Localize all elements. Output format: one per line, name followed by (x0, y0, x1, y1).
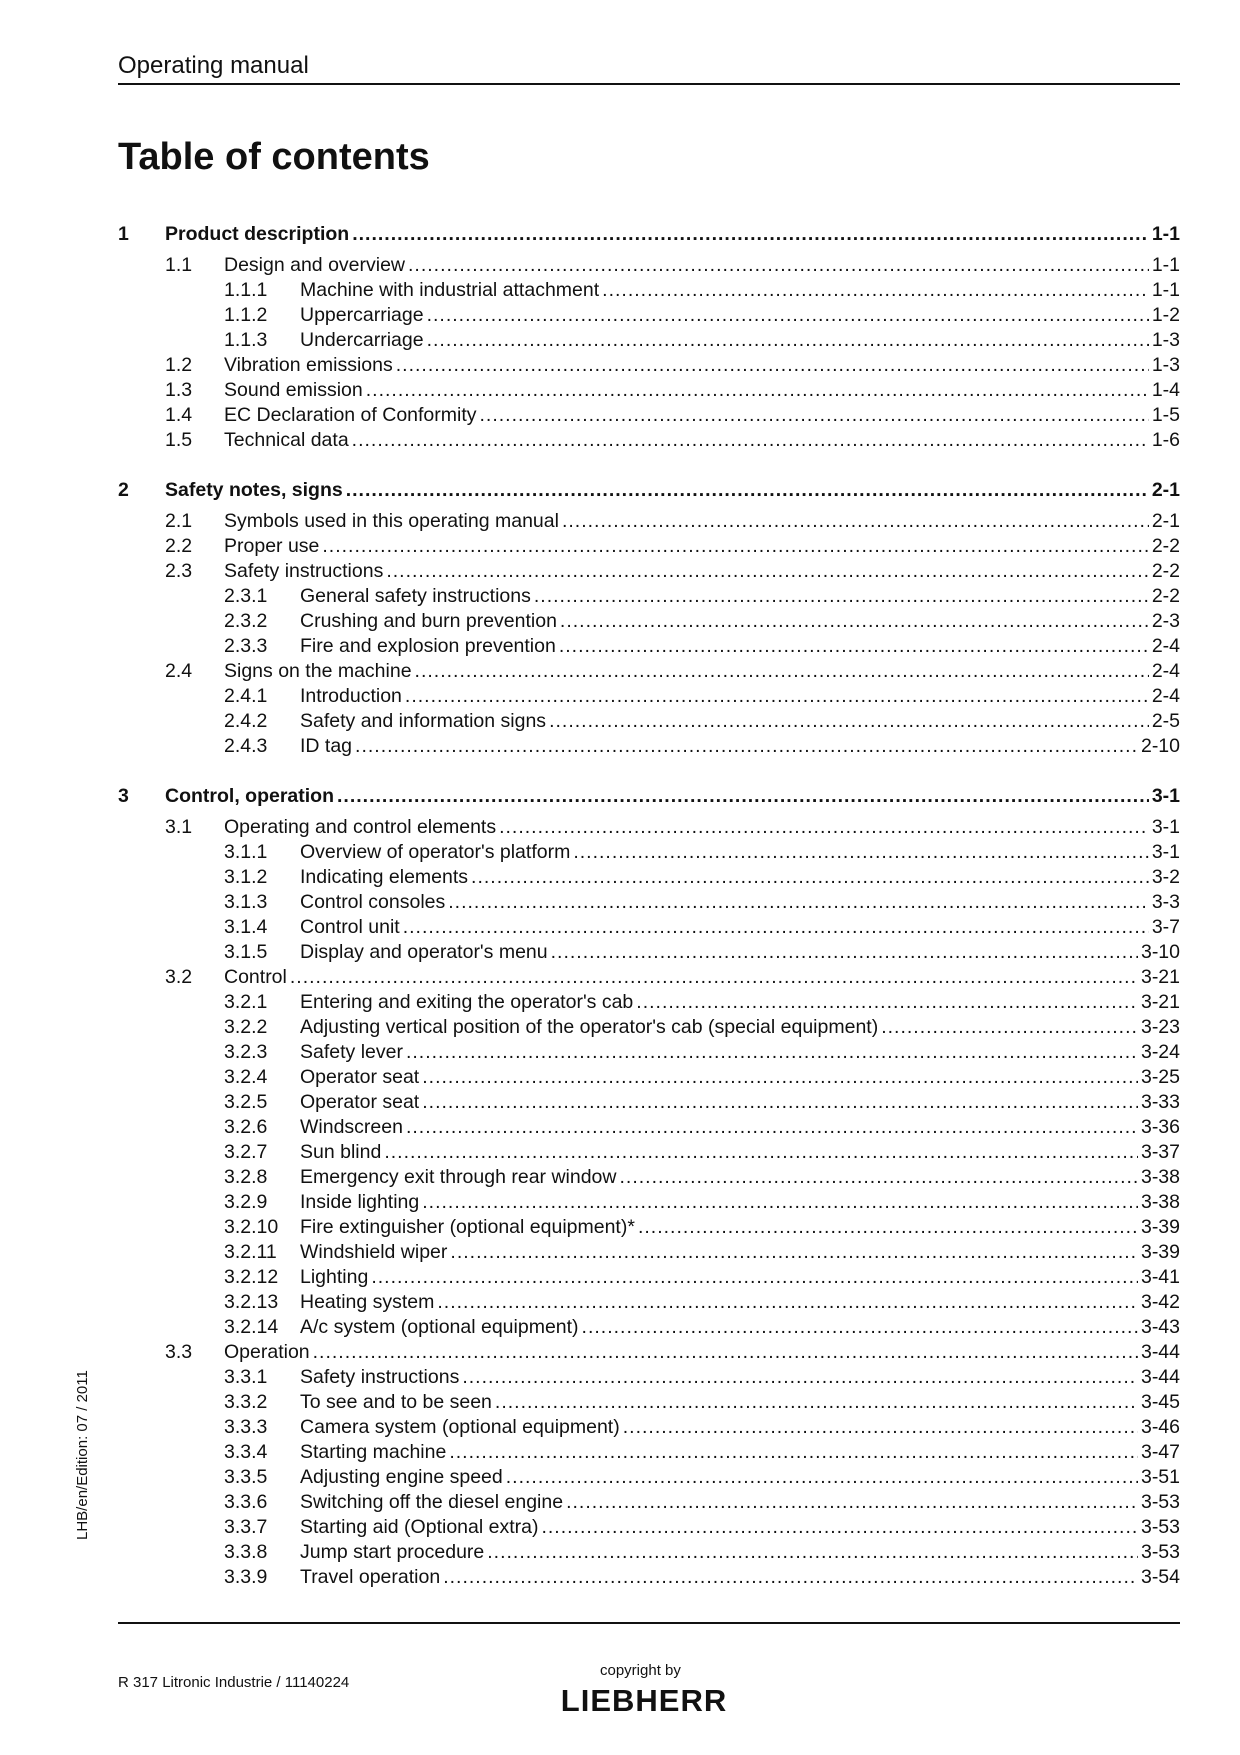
toc-dot-leader (443, 1566, 1138, 1589)
toc-section-number: 2.4.1 (224, 685, 268, 707)
toc-section-number: 2.3.3 (224, 635, 268, 657)
toc-page-number: 3-41 (1140, 1266, 1180, 1288)
toc-section-number: 1.4 (165, 404, 193, 426)
toc-page-number: 2-5 (1151, 710, 1180, 732)
toc-page-number: 3-2 (1151, 866, 1180, 888)
toc-entry-row (118, 1339, 1180, 1364)
toc-page-number: 3-23 (1140, 1016, 1180, 1038)
toc-page-number: 1-1 (1151, 279, 1180, 301)
toc-entry-row (118, 839, 1180, 864)
toc-entry-row (118, 1014, 1180, 1039)
toc-section-number: 3.1.5 (224, 941, 268, 963)
toc-section-title: Introduction (300, 685, 402, 707)
toc-entry-row (118, 533, 1180, 558)
toc-entry-row (118, 608, 1180, 633)
toc-section-title: Starting aid (Optional extra) (300, 1516, 539, 1538)
toc-page-number: 3-53 (1140, 1516, 1180, 1538)
toc-section-title: A/c system (optional equipment) (300, 1316, 579, 1338)
toc-dot-leader (620, 1166, 1138, 1189)
toc-page-number: 3-24 (1140, 1041, 1180, 1063)
toc-entry-row (118, 1114, 1180, 1139)
toc-dot-leader (366, 379, 1149, 402)
toc-dot-leader (386, 560, 1148, 583)
toc-entry-row (118, 1039, 1180, 1064)
toc-section-title: Crushing and burn prevention (300, 610, 557, 632)
toc-entry-row (118, 352, 1180, 377)
toc-dot-leader (346, 479, 1149, 502)
footer-divider (118, 1622, 1180, 1624)
toc-section-number: 3.2.12 (224, 1266, 279, 1288)
toc-page-number: 1-1 (1151, 223, 1180, 245)
toc-dot-leader (506, 1466, 1138, 1489)
toc-section-title: Control consoles (300, 891, 446, 913)
toc-dot-leader (551, 941, 1138, 964)
toc-page-number: 1-3 (1151, 329, 1180, 351)
toc-page-number: 2-4 (1151, 660, 1180, 682)
toc-page-number: 1-1 (1151, 254, 1180, 276)
toc-section-title: Operator seat (300, 1091, 420, 1113)
toc-page-number: 3-51 (1140, 1466, 1180, 1488)
toc-page-number: 2-2 (1151, 535, 1180, 557)
toc-dot-leader (480, 404, 1149, 427)
toc-section-title: Adjusting vertical position of the operator's cab (special equipment) (300, 1016, 879, 1038)
toc-page-number: 3-44 (1140, 1341, 1180, 1363)
toc-entry-row (118, 508, 1180, 533)
toc-dot-leader (573, 841, 1148, 864)
toc-dot-leader (422, 1191, 1138, 1214)
toc-dot-leader (427, 329, 1149, 352)
toc-dot-leader (384, 1141, 1138, 1164)
toc-section-number: 1.1.2 (224, 304, 268, 326)
toc-section-title: Fire and explosion prevention (300, 635, 556, 657)
toc-entry-row (118, 964, 1180, 989)
toc-section-title: Heating system (300, 1291, 435, 1313)
toc-page-number: 3-21 (1140, 991, 1180, 1013)
toc-section-number: 3.2.2 (224, 1016, 268, 1038)
toc-dot-leader (322, 535, 1148, 558)
toc-section-title: Control unit (300, 916, 400, 938)
table-of-contents (118, 210, 1180, 1589)
toc-dot-leader (562, 510, 1149, 533)
toc-section-number: 3.2.10 (224, 1216, 279, 1238)
toc-page-number: 3-1 (1151, 816, 1180, 838)
toc-dot-leader (449, 1441, 1138, 1464)
toc-entry-row (118, 1064, 1180, 1089)
toc-section-title: Product description (165, 223, 350, 245)
toc-dot-leader (405, 685, 1149, 708)
toc-section-number: 3.2.13 (224, 1291, 279, 1313)
toc-dot-leader (290, 966, 1138, 989)
toc-dot-leader (422, 1066, 1138, 1089)
toc-section-number: 2.4.2 (224, 710, 268, 732)
toc-dot-leader (623, 1416, 1138, 1439)
toc-section-number: 3.2.5 (224, 1091, 268, 1113)
toc-section-title: Vibration emissions (224, 354, 393, 376)
toc-section-number: 3.3.6 (224, 1491, 268, 1513)
toc-dot-leader (450, 1241, 1138, 1264)
toc-section-number: 3.3.1 (224, 1366, 268, 1388)
toc-entry-row (118, 1539, 1180, 1564)
toc-section-number: 3.3.4 (224, 1441, 268, 1463)
toc-page-number: 3-44 (1140, 1366, 1180, 1388)
edition-side-label: LHB/en/Edition: 07 / 2011 (74, 1370, 91, 1540)
toc-dot-leader (462, 1366, 1138, 1389)
toc-page-number: 2-4 (1151, 635, 1180, 657)
toc-page-number: 2-4 (1151, 685, 1180, 707)
toc-section-title: Windscreen (300, 1116, 403, 1138)
toc-section-title: Operating and control elements (224, 816, 497, 838)
copyright-label: copyright by (600, 1662, 681, 1679)
toc-entry-row (118, 939, 1180, 964)
toc-section-number: 1 (118, 223, 129, 245)
toc-entry-row (118, 864, 1180, 889)
toc-section-number: 3.3.2 (224, 1391, 268, 1413)
toc-entry-row (118, 1564, 1180, 1589)
toc-section-number: 2.1 (165, 510, 193, 532)
toc-section-number: 3.2.14 (224, 1316, 279, 1338)
toc-entry-row (118, 683, 1180, 708)
toc-section-title: Control (224, 966, 287, 988)
toc-entry-row (118, 1164, 1180, 1189)
toc-section-title: EC Declaration of Conformity (224, 404, 477, 426)
toc-entry-row (118, 914, 1180, 939)
toc-section-number: 2 (118, 479, 129, 501)
toc-section-number: 3.2.3 (224, 1041, 268, 1063)
toc-section-title: Adjusting engine speed (300, 1466, 503, 1488)
toc-entry-row (118, 1414, 1180, 1439)
toc-section-number: 3.2.9 (224, 1191, 268, 1213)
toc-dot-leader (499, 816, 1149, 839)
toc-dot-leader (355, 735, 1138, 758)
toc-section-title: Starting machine (300, 1441, 447, 1463)
toc-section-number: 3.3.5 (224, 1466, 268, 1488)
toc-page-number: 2-3 (1151, 610, 1180, 632)
toc-dot-leader (415, 660, 1149, 683)
toc-page-number: 1-5 (1151, 404, 1180, 426)
toc-dot-leader (487, 1541, 1138, 1564)
document-header-title: Operating manual (118, 52, 309, 79)
toc-section-number: 3.1.2 (224, 866, 268, 888)
toc-section-number: 3.1 (165, 816, 193, 838)
toc-section-title: Safety instructions (224, 560, 384, 582)
toc-section-title: Machine with industrial attachment (300, 279, 600, 301)
toc-dot-leader (534, 585, 1149, 608)
toc-section-number: 2.3.1 (224, 585, 268, 607)
toc-dot-leader (437, 1291, 1138, 1314)
toc-dot-leader (337, 785, 1149, 808)
toc-section-number: 3.2.8 (224, 1166, 268, 1188)
toc-chapter-row (118, 772, 1180, 808)
toc-page-number: 3-42 (1140, 1291, 1180, 1313)
toc-dot-leader (881, 1016, 1138, 1039)
toc-entry-row (118, 814, 1180, 839)
toc-page-number: 3-25 (1140, 1066, 1180, 1088)
toc-entry-row (118, 708, 1180, 733)
toc-page-number: 3-36 (1140, 1116, 1180, 1138)
toc-section-number: 3.2.4 (224, 1066, 268, 1088)
toc-dot-leader (638, 1216, 1138, 1239)
toc-section-title: Safety notes, signs (165, 479, 343, 501)
toc-page-number: 2-1 (1151, 510, 1180, 532)
toc-section-title: Inside lighting (300, 1191, 420, 1213)
toc-section-number: 3.1.3 (224, 891, 268, 913)
toc-dot-leader (549, 710, 1149, 733)
toc-dot-leader (566, 1491, 1138, 1514)
toc-entry-row (118, 658, 1180, 683)
toc-section-number: 3 (118, 785, 129, 807)
toc-dot-leader (352, 429, 1149, 452)
toc-dot-leader (602, 279, 1149, 302)
toc-entry-row (118, 277, 1180, 302)
toc-entry-row (118, 1489, 1180, 1514)
page-title: Table of contents (118, 136, 430, 178)
toc-section-number: 1.2 (165, 354, 193, 376)
toc-section-title: Operator seat (300, 1066, 420, 1088)
toc-dot-leader (448, 891, 1149, 914)
toc-entry-row (118, 1464, 1180, 1489)
toc-page-number: 2-1 (1151, 479, 1180, 501)
toc-dot-leader (636, 991, 1138, 1014)
toc-entry-row (118, 733, 1180, 758)
toc-entry-row (118, 1189, 1180, 1214)
toc-entry-row (118, 252, 1180, 277)
footer-document-id: R 317 Litronic Industrie / 11140224 (118, 1674, 350, 1691)
toc-dot-leader (408, 254, 1149, 277)
toc-entry-row (118, 1264, 1180, 1289)
toc-entry-row (118, 1139, 1180, 1164)
toc-section-title: Sound emission (224, 379, 363, 401)
toc-section-number: 3.3 (165, 1341, 193, 1363)
toc-section-number: 3.3.7 (224, 1516, 268, 1538)
toc-page-number: 3-39 (1140, 1241, 1180, 1263)
toc-entry-row (118, 633, 1180, 658)
toc-entry-row (118, 327, 1180, 352)
toc-section-number: 3.2.6 (224, 1116, 268, 1138)
toc-dot-leader (352, 223, 1149, 246)
toc-section-number: 3.2.11 (224, 1241, 277, 1263)
toc-page-number: 3-10 (1140, 941, 1180, 963)
toc-section-title: Indicating elements (300, 866, 469, 888)
toc-entry-row (118, 1289, 1180, 1314)
toc-section-title: Fire extinguisher (optional equipment)* (300, 1216, 635, 1238)
toc-page-number: 3-46 (1140, 1416, 1180, 1438)
toc-entry-row (118, 889, 1180, 914)
toc-dot-leader (403, 916, 1149, 939)
toc-section-number: 2.3 (165, 560, 193, 582)
toc-page-number: 3-39 (1140, 1216, 1180, 1238)
toc-page-number: 3-21 (1140, 966, 1180, 988)
toc-section-number: 3.3.3 (224, 1416, 268, 1438)
toc-section-number: 3.2 (165, 966, 193, 988)
toc-dot-leader (422, 1091, 1138, 1114)
toc-section-title: Design and overview (224, 254, 406, 276)
toc-section-title: Uppercarriage (300, 304, 424, 326)
toc-section-number: 2.4.3 (224, 735, 268, 757)
toc-page-number: 1-2 (1151, 304, 1180, 326)
toc-section-title: Windshield wiper (300, 1241, 448, 1263)
header-divider (118, 83, 1180, 85)
toc-page-number: 3-38 (1140, 1191, 1180, 1213)
toc-section-title: Overview of operator's platform (300, 841, 571, 863)
toc-section-title: Travel operation (300, 1566, 441, 1588)
toc-entry-row (118, 1514, 1180, 1539)
toc-entry-row (118, 1089, 1180, 1114)
toc-section-title: Safety lever (300, 1041, 403, 1063)
toc-dot-leader (406, 1041, 1138, 1064)
toc-dot-leader (406, 1116, 1138, 1139)
toc-section-number: 3.1.1 (224, 841, 268, 863)
toc-page-number: 3-45 (1140, 1391, 1180, 1413)
toc-section-title: Safety instructions (300, 1366, 460, 1388)
toc-entry-row (118, 583, 1180, 608)
toc-section-title: ID tag (300, 735, 353, 757)
toc-page-number: 3-1 (1151, 785, 1180, 807)
toc-page-number: 3-47 (1140, 1441, 1180, 1463)
toc-page-number: 3-37 (1140, 1141, 1180, 1163)
toc-section-title: Emergency exit through rear window (300, 1166, 617, 1188)
toc-dot-leader (541, 1516, 1138, 1539)
toc-chapter-row (118, 466, 1180, 502)
toc-page-number: 3-7 (1151, 916, 1180, 938)
toc-entry-row (118, 1239, 1180, 1264)
toc-section-title: Proper use (224, 535, 320, 557)
toc-entry-row (118, 377, 1180, 402)
toc-page-number: 3-53 (1140, 1541, 1180, 1563)
liebherr-logo (549, 1681, 739, 1717)
toc-section-number: 3.1.4 (224, 916, 268, 938)
toc-dot-leader (560, 610, 1149, 633)
toc-section-title: Control, operation (165, 785, 334, 807)
toc-section-title: To see and to be seen (300, 1391, 492, 1413)
toc-page-number: 3-53 (1140, 1491, 1180, 1513)
toc-section-number: 1.3 (165, 379, 193, 401)
toc-section-title: Safety and information signs (300, 710, 547, 732)
toc-page-number: 1-4 (1151, 379, 1180, 401)
toc-section-title: Sun blind (300, 1141, 382, 1163)
toc-section-number: 3.3.9 (224, 1566, 268, 1588)
toc-dot-leader (471, 866, 1149, 889)
toc-section-number: 1.1.3 (224, 329, 268, 351)
toc-entry-row (118, 1214, 1180, 1239)
toc-section-title: Entering and exiting the operator's cab (300, 991, 634, 1013)
toc-section-number: 3.2.1 (224, 991, 268, 1013)
toc-dot-leader (582, 1316, 1138, 1339)
toc-page-number: 2-2 (1151, 560, 1180, 582)
toc-section-title: Switching off the diesel engine (300, 1491, 564, 1513)
toc-page-number: 3-1 (1151, 841, 1180, 863)
toc-section-title: Operation (224, 1341, 310, 1363)
toc-section-title: General safety instructions (300, 585, 531, 607)
toc-dot-leader (427, 304, 1149, 327)
toc-section-title: Jump start procedure (300, 1541, 485, 1563)
toc-entry-row (118, 302, 1180, 327)
toc-entry-row (118, 989, 1180, 1014)
toc-entry-row (118, 1364, 1180, 1389)
toc-section-number: 3.2.7 (224, 1141, 268, 1163)
toc-page-number: 1-3 (1151, 354, 1180, 376)
toc-section-number: 1.1.1 (224, 279, 268, 301)
toc-entry-row (118, 402, 1180, 427)
toc-section-number: 1.5 (165, 429, 193, 451)
toc-dot-leader (495, 1391, 1138, 1414)
toc-section-title: Lighting (300, 1266, 369, 1288)
toc-dot-leader (396, 354, 1149, 377)
toc-page-number: 3-38 (1140, 1166, 1180, 1188)
toc-chapter-row (118, 210, 1180, 246)
toc-section-title: Signs on the machine (224, 660, 412, 682)
toc-entry-row (118, 1389, 1180, 1414)
liebherr-logo-text: LIEBHERR (560, 1683, 728, 1717)
toc-page-number: 3-54 (1140, 1566, 1180, 1588)
toc-page-number: 3-43 (1140, 1316, 1180, 1338)
toc-section-title: Display and operator's menu (300, 941, 548, 963)
toc-entry-row (118, 427, 1180, 452)
toc-section-title: Camera system (optional equipment) (300, 1416, 620, 1438)
toc-section-title: Undercarriage (300, 329, 424, 351)
toc-page-number: 3-3 (1151, 891, 1180, 913)
toc-page-number: 2-2 (1151, 585, 1180, 607)
toc-section-number: 2.3.2 (224, 610, 268, 632)
toc-section-title: Technical data (224, 429, 349, 451)
toc-entry-row (118, 558, 1180, 583)
toc-section-number: 2.2 (165, 535, 193, 557)
toc-entry-row (118, 1314, 1180, 1339)
toc-dot-leader (559, 635, 1149, 658)
toc-dot-leader (371, 1266, 1138, 1289)
toc-dot-leader (313, 1341, 1138, 1364)
toc-section-number: 3.3.8 (224, 1541, 268, 1563)
toc-entry-row (118, 1439, 1180, 1464)
toc-section-title: Symbols used in this operating manual (224, 510, 559, 532)
toc-page-number: 2-10 (1140, 735, 1180, 757)
toc-section-number: 2.4 (165, 660, 193, 682)
toc-page-number: 3-33 (1140, 1091, 1180, 1113)
toc-page-number: 1-6 (1151, 429, 1180, 451)
toc-section-number: 1.1 (165, 254, 193, 276)
